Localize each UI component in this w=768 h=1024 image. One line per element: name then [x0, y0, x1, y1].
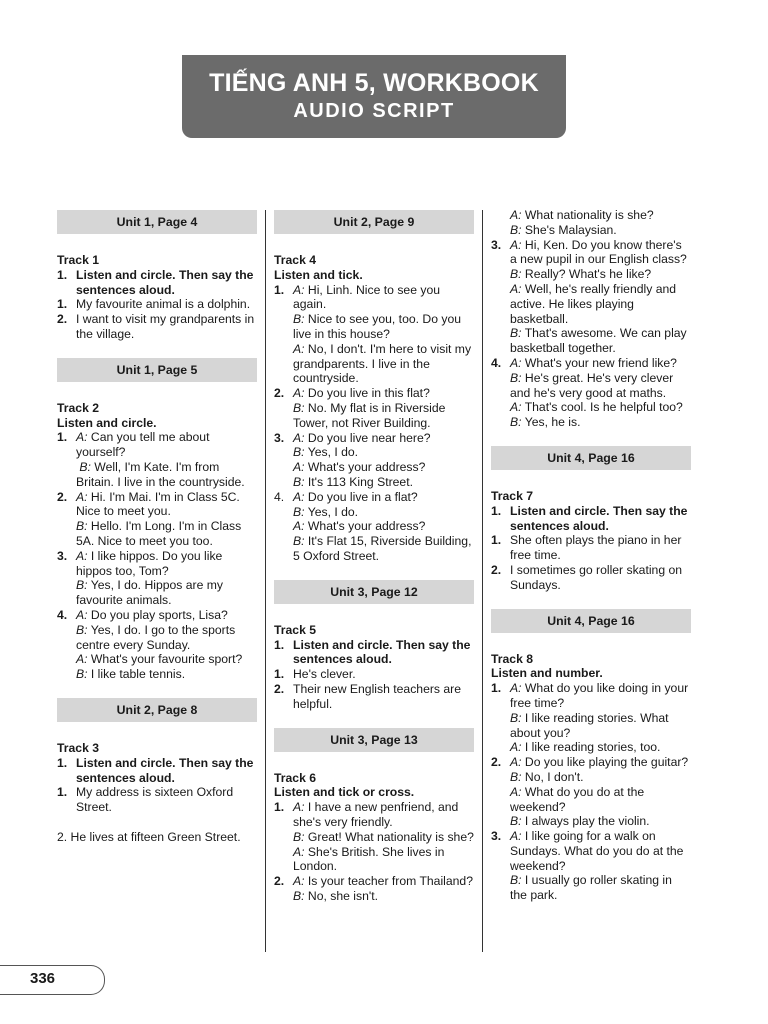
script-item: 1. He's clever.: [274, 667, 356, 682]
unit-heading: Unit 4, Page 16: [491, 446, 691, 470]
instruction: 1. Listen and circle. Then say the sentences aloud.: [491, 503, 688, 533]
instruction: Listen and tick or cross.: [274, 785, 415, 800]
track-title: Track 2: [57, 400, 100, 415]
section-title: AUDIO SCRIPT: [293, 100, 455, 122]
script-item: 2. He lives at fifteen Green Street.: [57, 829, 241, 844]
script-item: 2. A: Do you live in this flat? B: No. My flat is in Riverside Tower, not River Building.: [274, 386, 446, 430]
script-item: 4. A: Do you live in a flat? B: Yes, I do. A: What's your address? B: It's Flat 15, Riverside Building, 5 Oxford Street.: [274, 489, 472, 563]
track-title: Track 4: [274, 253, 317, 267]
instruction: Listen and number.: [491, 666, 603, 681]
script-item: 3. A: Do you live near here? B: Yes, I do. A: What's your address? B: It's 113 King Street.: [274, 430, 431, 489]
script-item: 1. She often plays the piano in her free time.: [491, 533, 682, 563]
track-title: Track 3: [57, 740, 100, 755]
instruction: 1. Listen and circle. Then say the sentences aloud.: [274, 637, 471, 667]
column-divider: [265, 210, 266, 952]
script-item: 1. A: Can you tell me about yourself? B: Well, I'm Kate. I'm from Britain. I live in the countryside.: [57, 430, 245, 489]
script-item: 2. Their new English teachers are helpful.: [274, 681, 462, 711]
page-number: 336: [30, 970, 56, 987]
column-3: [491, 208, 691, 903]
script-item: 1. My favourite animal is a dolphin.: [57, 297, 251, 312]
page-number-tab: [0, 965, 105, 995]
script-item: 1. A: What do you like doing in your free time? B: I like reading stories. What about you? A: I like reading stories, too.: [491, 681, 689, 755]
column-1: [57, 208, 257, 845]
title-banner: [182, 55, 566, 138]
script-item: 3. A: I like hippos. Do you like hippos too, Tom? B: Yes, I do. Hippos are my favourite animals.: [57, 548, 224, 608]
script-item: 2. A: Hi. I'm Mai. I'm in Class 5C. Nice to meet you. B: Hello. I'm Long. I'm in Class 5A. Nice to meet you too.: [57, 489, 242, 548]
script-item: 2. A: Is your teacher from Thailand? B: No, she isn't.: [274, 874, 473, 903]
script-item: 1. My address is sixteen Oxford Street.: [57, 785, 234, 815]
script-item: 1. A: Hi, Linh. Nice to see you again. B: Nice to see you, too. Do you live in this house? A: No, I don't. I'm here to visit my grandparents. I live in the countryside.: [274, 282, 472, 386]
track-title: Track 6: [274, 770, 317, 785]
track-title: Track 7: [491, 488, 534, 503]
instruction: 1. Listen and circle. Then say the sentences aloud.: [57, 755, 254, 785]
script-item: 3. A: I like going for a walk on Sundays. What do you do at the weekend? B: I usually go roller skating in the park.: [491, 829, 684, 903]
instruction: 1. Listen and circle. Then say the sentences aloud.: [57, 267, 254, 297]
unit-heading: Unit 1, Page 4: [57, 210, 257, 234]
script-item: A: What nationality is she? B: She's Malaysian.: [510, 208, 654, 237]
unit-heading: Unit 4, Page 16: [491, 609, 691, 633]
script-item: 4. A: Do you play sports, Lisa? B: Yes, I do. I go to the sports centre every Sunday. A: What's your favourite sport? B: I like table tennis.: [57, 607, 243, 682]
script-item: 1. A: I have a new penfriend, and she's very friendly. B: Great! What nationality is she? A: She's British. She lives in London.: [274, 800, 474, 874]
track-title: Track 1: [57, 253, 100, 267]
column-2: [274, 208, 474, 904]
instruction: Listen and circle.: [57, 415, 157, 430]
script-item: 4. A: What's your new friend like? B: He's great. He's very clever and he's very good at maths. A: That's cool. Is he helpful too? B: Yes, he is.: [491, 355, 683, 430]
book-title: TIẾNG ANH 5, WORKBOOK: [209, 69, 539, 97]
unit-heading: Unit 2, Page 8: [57, 698, 257, 722]
unit-heading: Unit 1, Page 5: [57, 358, 257, 382]
unit-heading: Unit 3, Page 12: [274, 580, 474, 604]
track-title: Track 8: [491, 651, 534, 666]
script-item: 2. A: Do you like playing the guitar? B: No, I don't. A: What do you do at the weekend? B: I always play the violin.: [491, 755, 689, 829]
script-item: 2. I want to visit my grandparents in the village.: [57, 312, 255, 341]
column-divider: [482, 210, 483, 952]
unit-heading: Unit 3, Page 13: [274, 728, 474, 752]
script-item: 2. I sometimes go roller skating on Sundays.: [491, 562, 683, 592]
script-item: 3. A: Hi, Ken. Do you know there's a new pupil in our English class? B: Really? What's he like? A: Well, he's really friendly and active. He likes playing basketball. B: That's awesome. We can play basketball together.: [491, 237, 687, 356]
track-title: Track 5: [274, 622, 317, 637]
instruction: Listen and tick.: [274, 267, 363, 282]
unit-heading: Unit 2, Page 9: [274, 210, 474, 234]
